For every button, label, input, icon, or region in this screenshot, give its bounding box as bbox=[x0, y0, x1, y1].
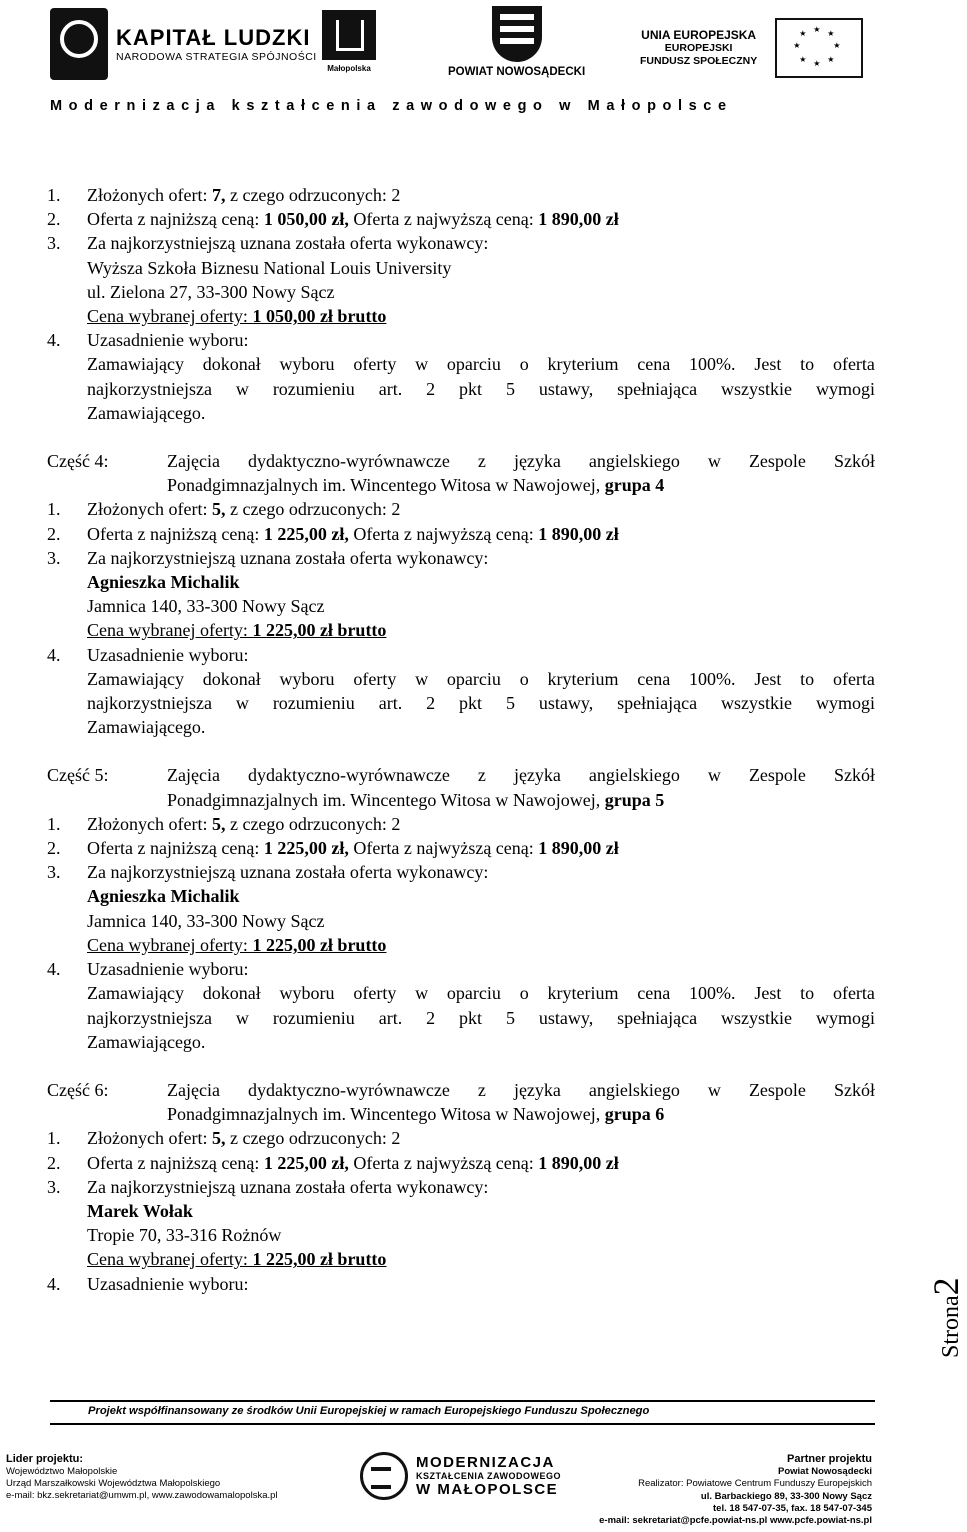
leader-email: e-mail: bkz.sekretariat@umwm.pl, www.zawodowamalopolska.pl bbox=[6, 1490, 278, 1501]
item-number: 3. bbox=[47, 547, 61, 568]
word: w bbox=[415, 354, 429, 375]
highest-price: 1 890,00 zł bbox=[538, 523, 619, 544]
word: 5 bbox=[505, 693, 515, 714]
part-6-label: Część 6: bbox=[47, 1079, 109, 1100]
results-block-part-5 bbox=[47, 812, 875, 1054]
rejected-count: z czego odrzuconych: 2 bbox=[225, 185, 401, 205]
school-name: Ponadgimnazjalnych im. Wincentego Witosa w Nawojowej, bbox=[167, 1104, 605, 1125]
selected-price-line bbox=[47, 933, 875, 957]
kapital-ludzki-emblem-icon bbox=[50, 8, 108, 80]
winner-heading-line bbox=[47, 860, 875, 884]
highest-price: 1 890,00 zł bbox=[538, 1152, 619, 1173]
word: pkt bbox=[459, 378, 483, 399]
word: Zajęcia bbox=[167, 451, 220, 472]
word: w bbox=[415, 983, 429, 1004]
page-header bbox=[0, 0, 960, 125]
eu-line-3: FUNDUSZ SPOŁECZNY bbox=[640, 54, 758, 67]
selected-price-line bbox=[47, 618, 875, 642]
offers-label: Złożonych ofert: bbox=[87, 185, 212, 205]
selected-price-label: Cena wybranej oferty: bbox=[87, 934, 253, 955]
word: 2 bbox=[426, 1007, 436, 1028]
offers-count-line bbox=[47, 1126, 875, 1150]
eu-line-1: UNIA EUROPEJSKA bbox=[641, 27, 757, 42]
price-range-line bbox=[47, 836, 875, 860]
word: 2 bbox=[426, 693, 436, 714]
item-number: 2. bbox=[47, 1152, 61, 1173]
modernizacja-line-3: W MAŁOPOLSCE bbox=[416, 1481, 559, 1498]
winner-address: Jamnica 140, 33-300 Nowy Sącz bbox=[87, 596, 325, 617]
justification-line-3: Zamawiającego. bbox=[87, 1031, 206, 1052]
price-range-line bbox=[47, 1151, 875, 1175]
word: Zespole bbox=[748, 451, 806, 472]
word: art. bbox=[378, 1007, 403, 1028]
word: rozumieniu bbox=[272, 378, 355, 399]
group-number: grupa 6 bbox=[604, 1104, 665, 1125]
word: oferty bbox=[353, 354, 397, 375]
justification-heading: Uzasadnienie wyboru: bbox=[87, 959, 249, 980]
offers-label: Złożonych ofert: bbox=[87, 813, 212, 834]
word: angielskiego bbox=[588, 765, 680, 786]
eu-flag-icon: ★ ★ ★ ★ ★ ★ ★ ★ bbox=[775, 18, 863, 78]
partner-title: Partner projektu bbox=[787, 1453, 872, 1465]
lowest-label: Oferta z najniższą ceną: bbox=[87, 523, 264, 544]
part-5-description-line-1 bbox=[167, 763, 875, 787]
word: 100%. bbox=[689, 983, 736, 1004]
highest-label: Oferta z najwyższą ceną: bbox=[348, 1152, 539, 1173]
word: kryterium bbox=[547, 983, 619, 1004]
item-number: 3. bbox=[47, 862, 61, 883]
word: w bbox=[707, 765, 721, 786]
item-number: 1. bbox=[47, 185, 61, 205]
eu-line-2: EUROPEJSKI bbox=[664, 41, 733, 54]
item-number: 1. bbox=[47, 499, 61, 520]
word: oparciu bbox=[446, 983, 501, 1004]
part-6-description-line-1 bbox=[167, 1078, 875, 1102]
winner-heading: Za najkorzystniejszą uznana została oferta wykonawcy: bbox=[87, 1176, 489, 1197]
page-number-value: 2 bbox=[926, 1277, 966, 1296]
justification-line-2 bbox=[47, 377, 875, 401]
winner-address: Tropie 70, 33-316 Rożnów bbox=[87, 1225, 282, 1246]
partner-line-1: Powiat Nowosądecki bbox=[778, 1466, 872, 1478]
partner-email: e-mail: sekretariat@pcfe.powiat-ns.pl www.pcfe.powiat-ns.pl bbox=[599, 1515, 872, 1526]
highest-label: Oferta z najwyższą ceną: bbox=[348, 838, 539, 859]
word: 100%. bbox=[689, 354, 736, 375]
school-name: Ponadgimnazjalnych im. Wincentego Witosa w Nawojowej, bbox=[167, 789, 605, 810]
word: z bbox=[477, 451, 486, 472]
winner-address: Jamnica 140, 33-300 Nowy Sącz bbox=[87, 910, 325, 931]
kapital-ludzki-title: KAPITAŁ LUDZKI bbox=[116, 25, 311, 50]
selected-price-line bbox=[47, 304, 875, 328]
part-4-description-line-2 bbox=[167, 473, 875, 497]
lowest-price: 1 050,00 zł, bbox=[263, 209, 349, 230]
rejected-count: z czego odrzuconych: 2 bbox=[225, 813, 401, 834]
offers-count: 5, bbox=[211, 499, 226, 520]
eu-logo bbox=[640, 18, 863, 78]
winner-address: ul. Zielona 27, 33-300 Nowy Sącz bbox=[87, 281, 335, 302]
winner-name-text: Agnieszka Michalik bbox=[87, 572, 240, 593]
word: najkorzystniejsza bbox=[87, 693, 212, 714]
winner-heading-line bbox=[47, 231, 875, 255]
highest-price: 1 890,00 zł bbox=[538, 209, 619, 230]
word: cena bbox=[637, 668, 671, 689]
word: wyboru bbox=[279, 668, 335, 689]
word: oferty bbox=[353, 668, 397, 689]
word: to bbox=[800, 354, 815, 375]
winner-name-text: Agnieszka Michalik bbox=[87, 886, 240, 907]
word: dydaktyczno-wyrównawcze bbox=[247, 765, 450, 786]
winner-heading: Za najkorzystniejszą uznana została oferta wykonawcy: bbox=[87, 233, 489, 254]
word: wszystkie bbox=[721, 693, 793, 714]
word: spełniająca bbox=[617, 693, 698, 714]
word: dokonał bbox=[202, 668, 261, 689]
partner-line-2: Realizator: Powiatowe Centrum Funduszy Europejskich bbox=[638, 1478, 872, 1490]
word: dydaktyczno-wyrównawcze bbox=[247, 451, 450, 472]
modernizacja-logo bbox=[360, 1452, 561, 1500]
word: oparciu bbox=[446, 668, 501, 689]
justification-heading-line bbox=[47, 1272, 875, 1296]
word: art. bbox=[378, 693, 403, 714]
selected-price: 1 225,00 zł brutto bbox=[252, 934, 387, 955]
highest-price: 1 890,00 zł bbox=[538, 838, 619, 859]
word: w bbox=[415, 668, 429, 689]
highest-label: Oferta z najwyższą ceną: bbox=[348, 209, 539, 230]
modernizacja-emblem-icon bbox=[360, 1452, 408, 1500]
word: Szkół bbox=[833, 1079, 875, 1100]
results-block-part-3 bbox=[47, 183, 875, 425]
word: Zespole bbox=[748, 1079, 806, 1100]
powiat-shield-icon bbox=[492, 6, 542, 62]
project-title: Modernizacja kształcenia zawodowego w Małopolsce bbox=[50, 98, 733, 114]
word: oferta bbox=[832, 668, 875, 689]
winner-name bbox=[47, 1199, 875, 1223]
winner-name: Wyższa Szkoła Biznesu National Louis University bbox=[87, 257, 452, 278]
word: języka bbox=[513, 1079, 561, 1100]
word: kryterium bbox=[547, 354, 619, 375]
justification-line-2 bbox=[47, 1006, 875, 1030]
lowest-price: 1 225,00 zł, bbox=[263, 838, 349, 859]
word: języka bbox=[513, 451, 561, 472]
word: to bbox=[800, 668, 815, 689]
part-5-label: Część 5: bbox=[47, 765, 109, 786]
winner-name bbox=[47, 570, 875, 594]
partner-phone: tel. 18 547-07-35, fax. 18 547-07-345 bbox=[713, 1502, 872, 1514]
word: pkt bbox=[459, 1007, 483, 1028]
group-number: grupa 4 bbox=[604, 475, 665, 496]
word: spełniająca bbox=[617, 1007, 698, 1028]
leader-line-2: Urząd Marszałkowski Województwa Małopolskiego bbox=[6, 1478, 221, 1489]
word: rozumieniu bbox=[272, 693, 355, 714]
word: w bbox=[235, 378, 249, 399]
word: angielskiego bbox=[588, 451, 680, 472]
part-4-label: Część 4: bbox=[47, 451, 109, 472]
selected-price: 1 050,00 zł brutto bbox=[252, 306, 387, 327]
kapital-ludzki-subtitle: NARODOWA STRATEGIA SPÓJNOŚCI bbox=[116, 51, 317, 63]
selected-price-line bbox=[47, 1247, 875, 1271]
justification-line-1 bbox=[47, 981, 875, 1005]
word: wyboru bbox=[279, 983, 335, 1004]
project-leader bbox=[6, 1453, 278, 1502]
word: cena bbox=[637, 354, 671, 375]
word: w bbox=[707, 1079, 721, 1100]
word: Szkół bbox=[833, 765, 875, 786]
word: 2 bbox=[426, 378, 436, 399]
justification-line-3: Zamawiającego. bbox=[87, 717, 206, 738]
winner-heading-line bbox=[47, 546, 875, 570]
word: 5 bbox=[505, 1007, 515, 1028]
word: to bbox=[800, 983, 815, 1004]
offers-count: 7, bbox=[211, 185, 226, 205]
project-partner bbox=[599, 1453, 872, 1526]
justification-line-2 bbox=[47, 691, 875, 715]
item-number: 4. bbox=[47, 959, 61, 980]
justification-line-3: Zamawiającego. bbox=[87, 402, 206, 423]
word: z bbox=[477, 1079, 486, 1100]
item-number: 4. bbox=[47, 330, 61, 351]
malopolska-emblem-icon bbox=[322, 10, 376, 60]
item-number: 4. bbox=[47, 1273, 61, 1294]
word: dokonał bbox=[202, 983, 261, 1004]
word: języka bbox=[513, 765, 561, 786]
word: Jest bbox=[754, 983, 782, 1004]
price-range-line bbox=[47, 522, 875, 546]
word: wszystkie bbox=[721, 378, 793, 399]
justification-heading-line bbox=[47, 328, 875, 352]
results-block-part-4 bbox=[47, 497, 875, 739]
highest-label: Oferta z najwyższą ceną: bbox=[348, 523, 539, 544]
footer-rule-bottom bbox=[50, 1423, 875, 1425]
word: ustawy, bbox=[538, 1007, 594, 1028]
justification-line-1 bbox=[47, 667, 875, 691]
word: wymogi bbox=[815, 693, 875, 714]
price-range-line bbox=[47, 207, 875, 231]
word: cena bbox=[637, 983, 671, 1004]
selected-price: 1 225,00 zł brutto bbox=[252, 620, 387, 641]
offers-label: Złożonych ofert: bbox=[87, 499, 212, 520]
offers-count-line bbox=[47, 183, 875, 207]
rejected-count: z czego odrzuconych: 2 bbox=[225, 1128, 401, 1149]
selected-price-label: Cena wybranej oferty: bbox=[87, 1249, 253, 1270]
modernizacja-line-1: MODERNIZACJA bbox=[416, 1454, 555, 1471]
word: oferty bbox=[353, 983, 397, 1004]
word: kryterium bbox=[547, 668, 619, 689]
word: ustawy, bbox=[538, 378, 594, 399]
part-4-description-line-1 bbox=[167, 449, 875, 473]
word: najkorzystniejsza bbox=[87, 1007, 212, 1028]
word: art. bbox=[378, 378, 403, 399]
powiat-logo bbox=[448, 6, 585, 78]
word: Jest bbox=[754, 668, 782, 689]
offers-count-line bbox=[47, 497, 875, 521]
word: spełniająca bbox=[617, 378, 698, 399]
word: ustawy, bbox=[538, 693, 594, 714]
offers-count: 5, bbox=[211, 1128, 226, 1149]
word: o bbox=[519, 668, 529, 689]
item-number: 2. bbox=[47, 209, 61, 230]
kapital-ludzki-logo bbox=[50, 8, 317, 80]
word: 5 bbox=[505, 378, 515, 399]
word: w bbox=[235, 1007, 249, 1028]
offers-count: 5, bbox=[211, 813, 226, 834]
lowest-price: 1 225,00 zł, bbox=[263, 1152, 349, 1173]
part-6-section bbox=[47, 1078, 875, 1126]
word: dokonał bbox=[202, 354, 261, 375]
word: oferta bbox=[832, 983, 875, 1004]
lowest-price: 1 225,00 zł, bbox=[263, 523, 349, 544]
lowest-label: Oferta z najniższą ceną: bbox=[87, 209, 264, 230]
word: wymogi bbox=[815, 378, 875, 399]
word: Zamawiający bbox=[87, 668, 184, 689]
winner-name bbox=[47, 884, 875, 908]
item-number: 1. bbox=[47, 1128, 61, 1149]
justification-line-1 bbox=[47, 352, 875, 376]
justification-heading: Uzasadnienie wyboru: bbox=[87, 330, 249, 351]
word: wszystkie bbox=[721, 1007, 793, 1028]
word: angielskiego bbox=[588, 1079, 680, 1100]
word: 100%. bbox=[689, 668, 736, 689]
item-number: 1. bbox=[47, 813, 61, 834]
word: Jest bbox=[754, 354, 782, 375]
winner-heading-line bbox=[47, 1175, 875, 1199]
word: Zajęcia bbox=[167, 1079, 220, 1100]
justification-heading-line bbox=[47, 957, 875, 981]
word: z bbox=[477, 765, 486, 786]
word: o bbox=[519, 983, 529, 1004]
word: oferta bbox=[832, 354, 875, 375]
results-block-part-6 bbox=[47, 1126, 875, 1295]
lowest-label: Oferta z najniższą ceną: bbox=[87, 1152, 264, 1173]
word: w bbox=[707, 451, 721, 472]
word: najkorzystniejsza bbox=[87, 378, 212, 399]
word: dydaktyczno-wyrównawcze bbox=[247, 1079, 450, 1100]
word: wyboru bbox=[279, 354, 335, 375]
page-word: Strona bbox=[938, 1295, 964, 1358]
word: Zajęcia bbox=[167, 765, 220, 786]
malopolska-logo bbox=[322, 10, 376, 73]
word: Szkół bbox=[833, 451, 875, 472]
part-5-section bbox=[47, 763, 875, 811]
offers-count-line bbox=[47, 812, 875, 836]
footer-rule-top bbox=[50, 1400, 875, 1402]
funding-statement: Projekt współfinansowany ze środków Unii Europejskiej w ramach Europejskiego Funduszu Społecznego bbox=[88, 1405, 650, 1417]
selected-price-label: Cena wybranej oferty: bbox=[87, 306, 253, 327]
leader-line-1: Województwo Małopolskie bbox=[6, 1466, 118, 1477]
word: Zamawiający bbox=[87, 983, 184, 1004]
lowest-label: Oferta z najniższą ceną: bbox=[87, 838, 264, 859]
justification-heading-line bbox=[47, 643, 875, 667]
item-number: 3. bbox=[47, 233, 61, 254]
word: pkt bbox=[459, 693, 483, 714]
word: oparciu bbox=[446, 354, 501, 375]
malopolska-caption: Małopolska bbox=[327, 64, 371, 73]
item-number: 2. bbox=[47, 523, 61, 544]
word: w bbox=[235, 693, 249, 714]
justification-heading: Uzasadnienie wyboru: bbox=[87, 644, 249, 665]
word: Zamawiający bbox=[87, 354, 184, 375]
document-body bbox=[47, 183, 875, 1296]
winner-heading: Za najkorzystniejszą uznana została oferta wykonawcy: bbox=[87, 547, 489, 568]
group-number: grupa 5 bbox=[604, 789, 665, 810]
modernizacja-line-2: KSZTAŁCENIA ZAWODOWEGO bbox=[416, 1471, 561, 1481]
item-number: 4. bbox=[47, 644, 61, 665]
justification-heading: Uzasadnienie wyboru: bbox=[87, 1273, 249, 1294]
school-name: Ponadgimnazjalnych im. Wincentego Witosa w Nawojowej, bbox=[167, 475, 605, 496]
powiat-caption: POWIAT NOWOSĄDECKI bbox=[448, 66, 586, 78]
winner-heading: Za najkorzystniejszą uznana została oferta wykonawcy: bbox=[87, 862, 489, 883]
selected-price-label: Cena wybranej oferty: bbox=[87, 620, 253, 641]
selected-price: 1 225,00 zł brutto bbox=[252, 1249, 387, 1270]
winner-name-text: Marek Wołak bbox=[87, 1200, 193, 1221]
word: rozumieniu bbox=[272, 1007, 355, 1028]
offers-label: Złożonych ofert: bbox=[87, 1128, 212, 1149]
page-number bbox=[925, 1277, 967, 1358]
item-number: 3. bbox=[47, 1176, 61, 1197]
leader-title: Lider projektu: bbox=[6, 1453, 84, 1465]
word: o bbox=[519, 354, 529, 375]
part-4-section bbox=[47, 449, 875, 497]
part-5-description-line-2 bbox=[167, 788, 875, 812]
rejected-count: z czego odrzuconych: 2 bbox=[225, 499, 401, 520]
item-number: 2. bbox=[47, 838, 61, 859]
part-6-description-line-2 bbox=[167, 1102, 875, 1126]
partner-address: ul. Barbackiego 89, 33-300 Nowy Sącz bbox=[700, 1490, 872, 1502]
word: wymogi bbox=[815, 1007, 875, 1028]
word: Zespole bbox=[748, 765, 806, 786]
